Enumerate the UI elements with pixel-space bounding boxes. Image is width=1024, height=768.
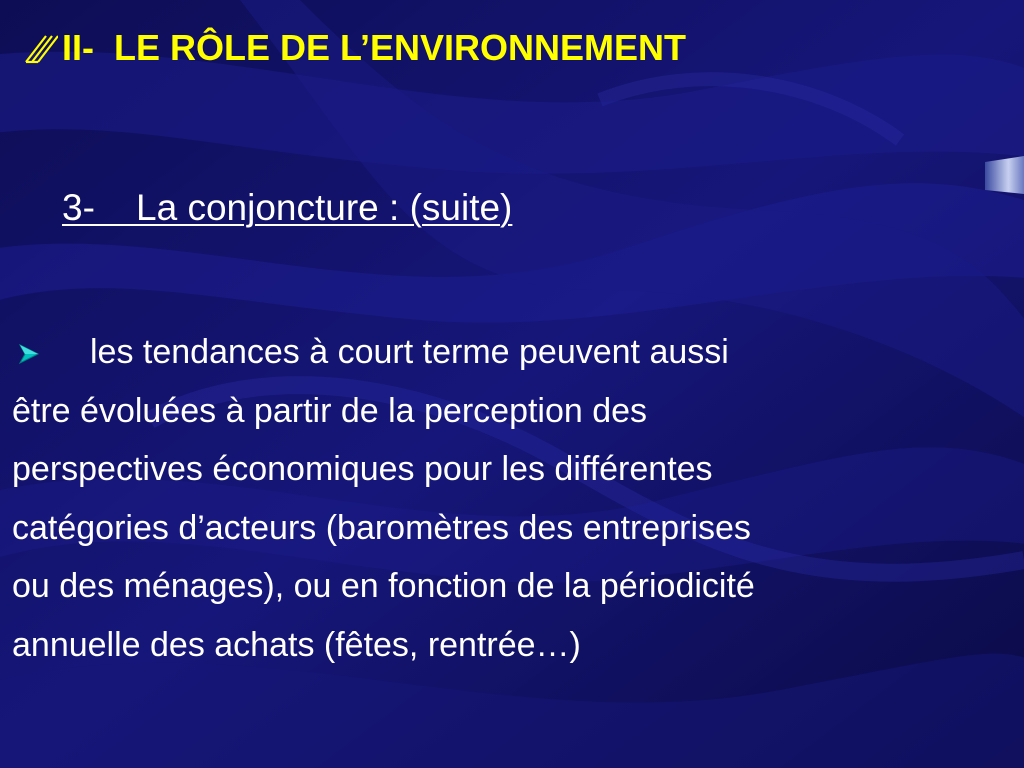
diagonal-lines-icon	[22, 30, 58, 66]
paragraph-line: catégories d’acteurs (baromètres des entreprises	[12, 508, 751, 547]
paragraph-line: ou des ménages), ou en fonction de la périodicité	[12, 567, 755, 605]
paragraph-line: annuelle des achats (fêtes, rentrée…)	[12, 625, 581, 664]
section-subtitle: 3- La conjoncture : (suite)	[62, 187, 513, 228]
paragraph-line: être évoluées à partir de la perception des	[12, 391, 648, 430]
slide-title-row	[22, 28, 686, 68]
paragraph-line: perspectives économiques pour les différentes	[12, 450, 713, 488]
slide-title: II- LE RÔLE DE L’ENVIRONNEMENT	[62, 27, 687, 68]
paragraph-line-text: les tendances à court terme peuvent aussi	[90, 333, 729, 371]
paragraph-line	[12, 323, 1012, 382]
bullet-paragraph	[12, 323, 1012, 674]
arrow-bullet-icon	[12, 323, 90, 382]
